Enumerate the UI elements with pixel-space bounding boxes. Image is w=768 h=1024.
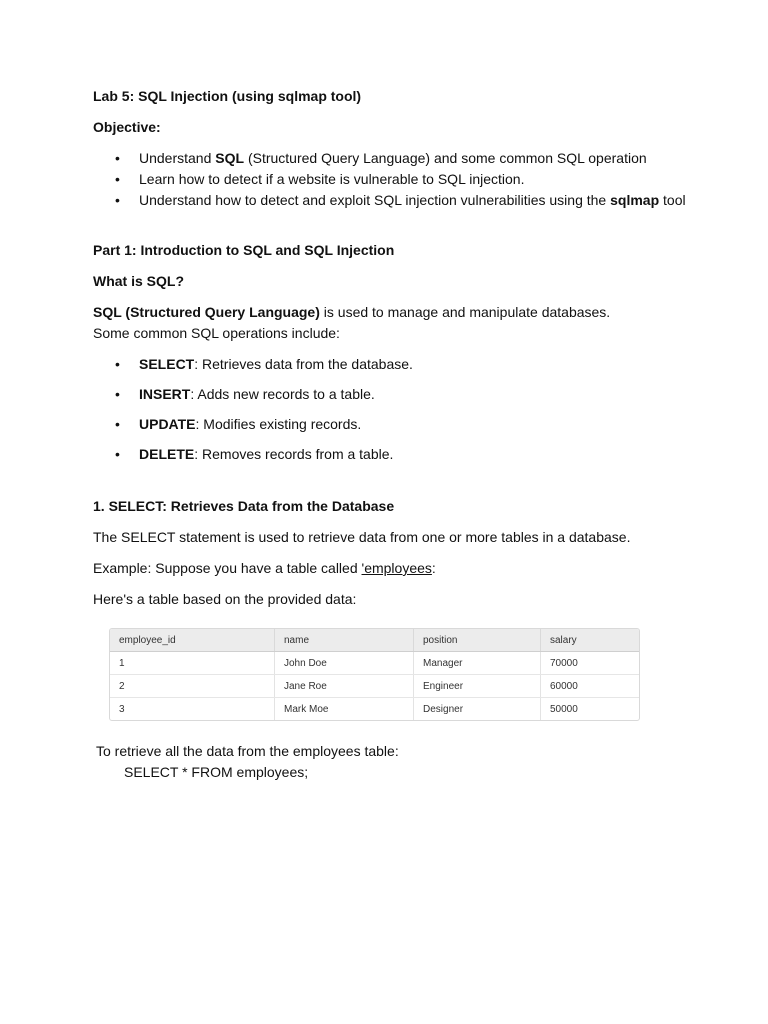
table-cell: 50000 <box>550 703 578 715</box>
table-cell: John Doe <box>275 652 414 675</box>
select-intro: The SELECT statement is used to retrieve data from one or more tables in a database. <box>93 529 631 545</box>
objective-list <box>93 148 693 211</box>
sql-op-item: • SELECT: Retrieves data from the database. <box>93 354 693 375</box>
employees-table <box>109 628 640 721</box>
objective-item: • Understand SQL (Structured Query Language) and some common SQL operation <box>93 148 693 169</box>
table-cell: Designer <box>414 698 541 721</box>
column-header: salary <box>541 629 640 652</box>
table-row <box>110 675 639 698</box>
sql-ops-list <box>93 354 693 465</box>
table-cell: 3 <box>110 698 275 721</box>
objective-item: • Understand how to detect and exploit SQL injection vulnerabilities using the sqlmap tool <box>93 190 693 211</box>
column-header: name <box>275 629 414 652</box>
sql-ops-intro: Some common SQL operations include: <box>93 325 340 341</box>
table-cell: 1 <box>110 652 275 675</box>
table-intro: Here's a table based on the provided data: <box>93 591 357 607</box>
employees-link: 'employees <box>361 560 432 576</box>
table-cell: 70000 <box>541 652 640 675</box>
table-cell: 60000 <box>541 675 640 698</box>
sql-definition: SQL (Structured Query Language) is used to manage and manipulate databases. <box>93 304 611 320</box>
column-header: position <box>414 629 541 652</box>
table-cell: Mark Moe <box>275 698 414 721</box>
example-text: Example: Suppose you have a table called 'employees: <box>93 560 436 576</box>
table-row <box>110 652 639 675</box>
table-cell: Engineer <box>414 675 541 698</box>
lab-title: Lab 5: SQL Injection (using sqlmap tool) <box>93 88 362 104</box>
sql-op-item: • INSERT: Adds new records to a table. <box>93 384 693 405</box>
table-cell: Manager <box>414 652 541 675</box>
sql-code-line: SELECT * FROM employees; <box>124 764 309 780</box>
objective-label: Objective: <box>93 119 161 135</box>
select-heading: 1. SELECT: Retrieves Data from the Database <box>93 498 395 514</box>
what-is-sql-heading: What is SQL? <box>93 273 184 289</box>
sql-op-item: • DELETE: Removes records from a table. <box>93 444 693 465</box>
table-cell: 2 <box>110 675 275 698</box>
table-row <box>110 698 639 721</box>
part1-heading: Part 1: Introduction to SQL and SQL Injection <box>93 242 395 258</box>
table-header-row <box>110 629 639 652</box>
retrieve-text: To retrieve all the data from the employees table: <box>96 743 399 759</box>
column-header: employee_id <box>110 629 275 652</box>
table-cell: Jane Roe <box>275 675 414 698</box>
document-page <box>93 86 693 783</box>
sql-op-item: • UPDATE: Modifies existing records. <box>93 414 693 435</box>
objective-item: • Learn how to detect if a website is vulnerable to SQL injection. <box>93 169 693 190</box>
